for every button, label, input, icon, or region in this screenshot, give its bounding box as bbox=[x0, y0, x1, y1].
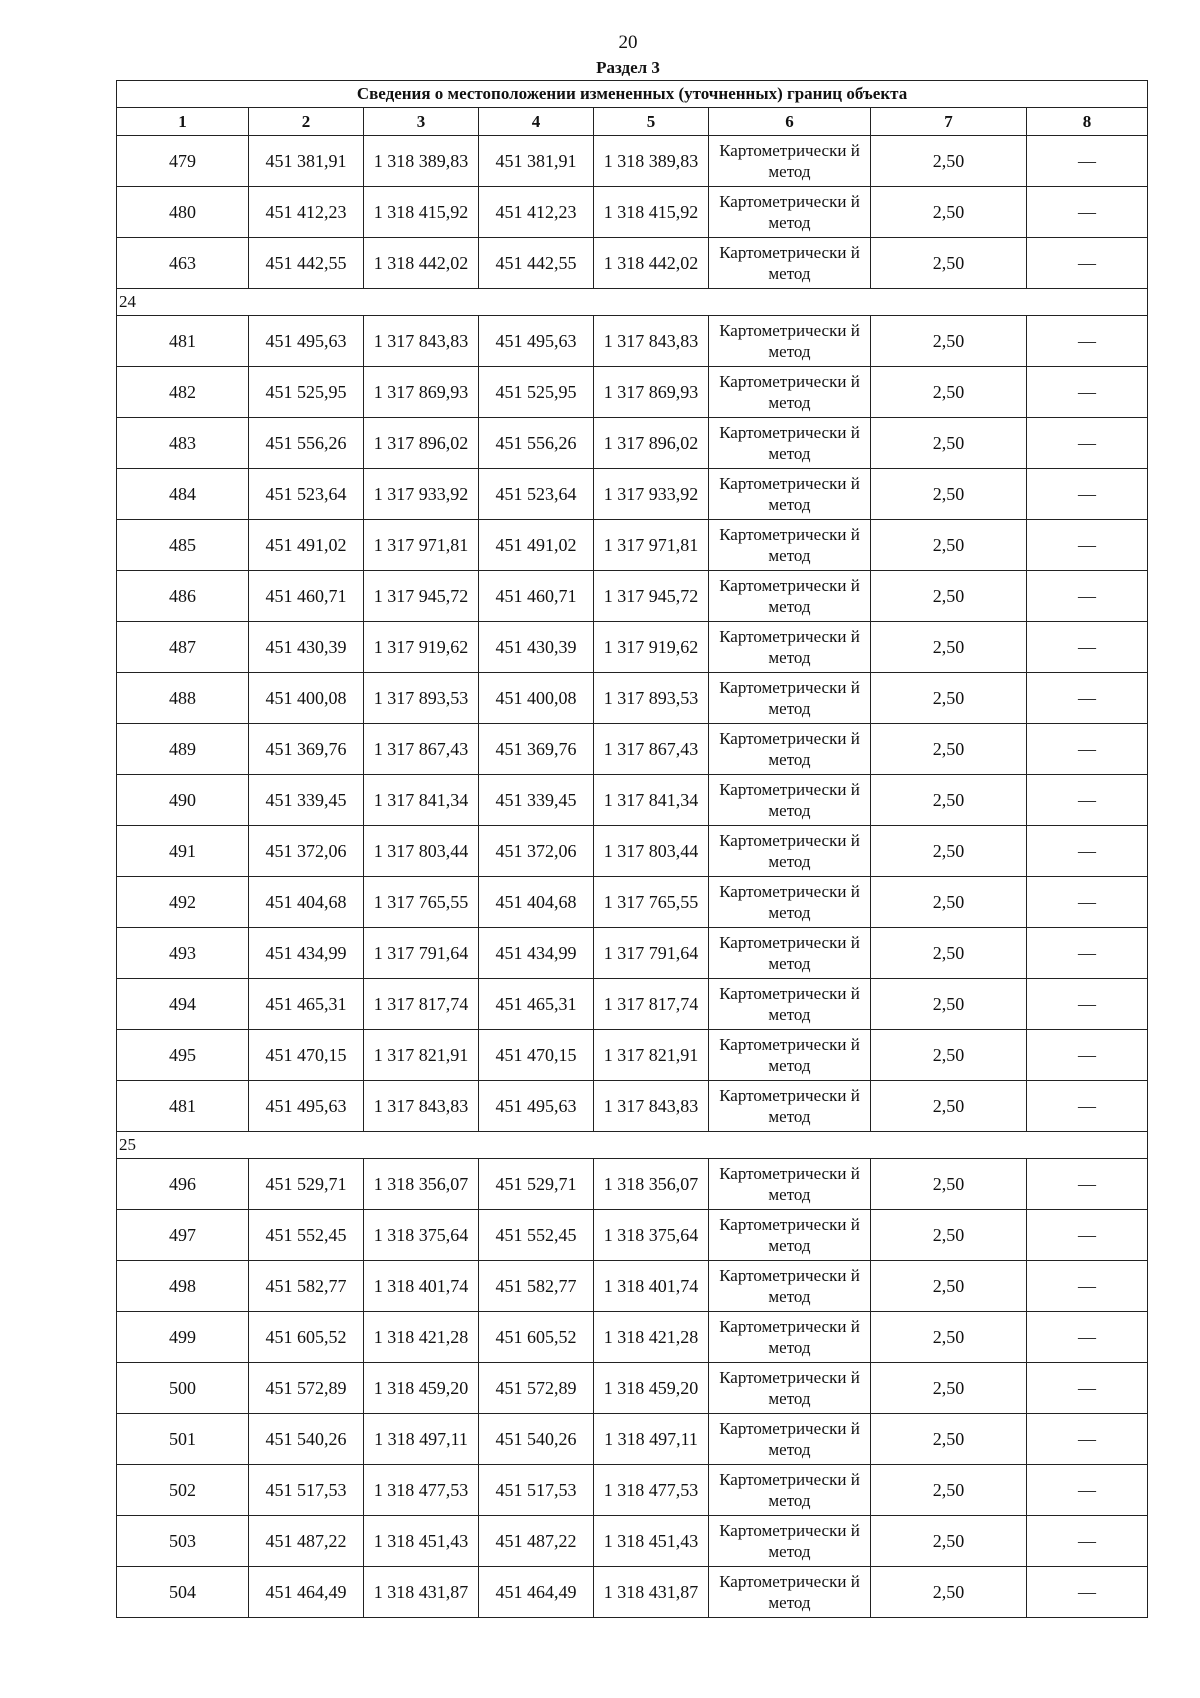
point-number-cell: 503 bbox=[117, 1516, 249, 1567]
y-new-cell: 1 317 945,72 bbox=[594, 571, 709, 622]
x-old-cell: 451 491,02 bbox=[249, 520, 364, 571]
y-old-cell: 1 317 841,34 bbox=[364, 775, 479, 826]
x-old-cell: 451 529,71 bbox=[249, 1159, 364, 1210]
y-new-cell: 1 318 431,87 bbox=[594, 1567, 709, 1618]
method-cell: Картометрически й метод bbox=[709, 520, 871, 571]
x-old-cell: 451 442,55 bbox=[249, 238, 364, 289]
table-row bbox=[117, 1465, 1148, 1516]
x-old-cell: 451 572,89 bbox=[249, 1363, 364, 1414]
point-number-cell: 500 bbox=[117, 1363, 249, 1414]
point-number-cell: 486 bbox=[117, 571, 249, 622]
column-number: 7 bbox=[871, 108, 1027, 136]
x-old-cell: 451 412,23 bbox=[249, 187, 364, 238]
coordinates-table bbox=[116, 80, 1148, 1618]
x-old-cell: 451 460,71 bbox=[249, 571, 364, 622]
method-cell: Картометрически й метод bbox=[709, 136, 871, 187]
x-new-cell: 451 517,53 bbox=[479, 1465, 594, 1516]
column-number: 1 bbox=[117, 108, 249, 136]
point-number-cell: 493 bbox=[117, 928, 249, 979]
accuracy-cell: 2,50 bbox=[871, 877, 1027, 928]
table-row bbox=[117, 979, 1148, 1030]
x-old-cell: 451 430,39 bbox=[249, 622, 364, 673]
column-number: 3 bbox=[364, 108, 479, 136]
table-body bbox=[117, 81, 1148, 1618]
accuracy-cell: 2,50 bbox=[871, 418, 1027, 469]
contour-header-row bbox=[117, 1132, 1148, 1159]
y-new-cell: 1 318 421,28 bbox=[594, 1312, 709, 1363]
x-new-cell: 451 430,39 bbox=[479, 622, 594, 673]
accuracy-cell: 2,50 bbox=[871, 1261, 1027, 1312]
x-old-cell: 451 434,99 bbox=[249, 928, 364, 979]
accuracy-cell: 2,50 bbox=[871, 1465, 1027, 1516]
method-cell: Картометрически й метод bbox=[709, 1567, 871, 1618]
method-cell: Картометрически й метод bbox=[709, 316, 871, 367]
y-old-cell: 1 318 431,87 bbox=[364, 1567, 479, 1618]
x-new-cell: 451 529,71 bbox=[479, 1159, 594, 1210]
method-cell: Картометрически й метод bbox=[709, 1516, 871, 1567]
description-cell: — bbox=[1027, 1159, 1148, 1210]
accuracy-cell: 2,50 bbox=[871, 1516, 1027, 1567]
y-new-cell: 1 318 442,02 bbox=[594, 238, 709, 289]
point-number-cell: 480 bbox=[117, 187, 249, 238]
accuracy-cell: 2,50 bbox=[871, 187, 1027, 238]
description-cell: — bbox=[1027, 1261, 1148, 1312]
x-new-cell: 451 400,08 bbox=[479, 673, 594, 724]
x-old-cell: 451 495,63 bbox=[249, 316, 364, 367]
method-cell: Картометрически й метод bbox=[709, 673, 871, 724]
accuracy-cell: 2,50 bbox=[871, 316, 1027, 367]
method-cell: Картометрически й метод bbox=[709, 877, 871, 928]
method-cell: Картометрически й метод bbox=[709, 1081, 871, 1132]
table-row bbox=[117, 1030, 1148, 1081]
column-number: 4 bbox=[479, 108, 594, 136]
x-old-cell: 451 605,52 bbox=[249, 1312, 364, 1363]
method-cell: Картометрически й метод bbox=[709, 1465, 871, 1516]
table-row bbox=[117, 1516, 1148, 1567]
accuracy-cell: 2,50 bbox=[871, 622, 1027, 673]
x-new-cell: 451 442,55 bbox=[479, 238, 594, 289]
description-cell: — bbox=[1027, 979, 1148, 1030]
point-number-cell: 497 bbox=[117, 1210, 249, 1261]
point-number-cell: 484 bbox=[117, 469, 249, 520]
table-caption-row bbox=[117, 81, 1148, 108]
description-cell: — bbox=[1027, 1081, 1148, 1132]
method-cell: Картометрически й метод bbox=[709, 418, 871, 469]
y-old-cell: 1 318 356,07 bbox=[364, 1159, 479, 1210]
point-number-cell: 481 bbox=[117, 1081, 249, 1132]
y-old-cell: 1 317 893,53 bbox=[364, 673, 479, 724]
x-new-cell: 451 572,89 bbox=[479, 1363, 594, 1414]
description-cell: — bbox=[1027, 928, 1148, 979]
y-old-cell: 1 318 389,83 bbox=[364, 136, 479, 187]
table-row bbox=[117, 877, 1148, 928]
y-old-cell: 1 317 919,62 bbox=[364, 622, 479, 673]
method-cell: Картометрически й метод bbox=[709, 187, 871, 238]
accuracy-cell: 2,50 bbox=[871, 1210, 1027, 1261]
y-new-cell: 1 318 497,11 bbox=[594, 1414, 709, 1465]
method-cell: Картометрически й метод bbox=[709, 1312, 871, 1363]
description-cell: — bbox=[1027, 1030, 1148, 1081]
y-new-cell: 1 317 843,83 bbox=[594, 316, 709, 367]
x-new-cell: 451 540,26 bbox=[479, 1414, 594, 1465]
table-row bbox=[117, 1363, 1148, 1414]
page-number: 20 bbox=[618, 32, 638, 53]
contour-number: 25 bbox=[117, 1132, 1148, 1159]
x-new-cell: 451 372,06 bbox=[479, 826, 594, 877]
table-row bbox=[117, 928, 1148, 979]
description-cell: — bbox=[1027, 187, 1148, 238]
accuracy-cell: 2,50 bbox=[871, 775, 1027, 826]
point-number-cell: 482 bbox=[117, 367, 249, 418]
y-old-cell: 1 317 843,83 bbox=[364, 1081, 479, 1132]
accuracy-cell: 2,50 bbox=[871, 1312, 1027, 1363]
accuracy-cell: 2,50 bbox=[871, 1363, 1027, 1414]
table-row bbox=[117, 136, 1148, 187]
contour-header-row bbox=[117, 289, 1148, 316]
y-old-cell: 1 317 896,02 bbox=[364, 418, 479, 469]
point-number-cell: 489 bbox=[117, 724, 249, 775]
description-cell: — bbox=[1027, 571, 1148, 622]
x-old-cell: 451 517,53 bbox=[249, 1465, 364, 1516]
point-number-cell: 496 bbox=[117, 1159, 249, 1210]
x-old-cell: 451 540,26 bbox=[249, 1414, 364, 1465]
accuracy-cell: 2,50 bbox=[871, 1159, 1027, 1210]
point-number-cell: 491 bbox=[117, 826, 249, 877]
table-row bbox=[117, 1261, 1148, 1312]
accuracy-cell: 2,50 bbox=[871, 136, 1027, 187]
method-cell: Картометрически й метод bbox=[709, 1210, 871, 1261]
x-old-cell: 451 465,31 bbox=[249, 979, 364, 1030]
y-new-cell: 1 317 841,34 bbox=[594, 775, 709, 826]
table-row bbox=[117, 1159, 1148, 1210]
table-row bbox=[117, 826, 1148, 877]
method-cell: Картометрически й метод bbox=[709, 469, 871, 520]
method-cell: Картометрически й метод bbox=[709, 775, 871, 826]
description-cell: — bbox=[1027, 1516, 1148, 1567]
y-old-cell: 1 318 375,64 bbox=[364, 1210, 479, 1261]
x-new-cell: 451 381,91 bbox=[479, 136, 594, 187]
y-new-cell: 1 318 451,43 bbox=[594, 1516, 709, 1567]
method-cell: Картометрически й метод bbox=[709, 571, 871, 622]
y-old-cell: 1 317 971,81 bbox=[364, 520, 479, 571]
point-number-cell: 481 bbox=[117, 316, 249, 367]
y-new-cell: 1 317 867,43 bbox=[594, 724, 709, 775]
x-new-cell: 451 464,49 bbox=[479, 1567, 594, 1618]
y-new-cell: 1 317 869,93 bbox=[594, 367, 709, 418]
x-new-cell: 451 523,64 bbox=[479, 469, 594, 520]
x-old-cell: 451 464,49 bbox=[249, 1567, 364, 1618]
method-cell: Картометрически й метод bbox=[709, 928, 871, 979]
y-old-cell: 1 317 933,92 bbox=[364, 469, 479, 520]
point-number-cell: 498 bbox=[117, 1261, 249, 1312]
point-number-cell: 495 bbox=[117, 1030, 249, 1081]
y-new-cell: 1 317 821,91 bbox=[594, 1030, 709, 1081]
table-row bbox=[117, 367, 1148, 418]
table-row bbox=[117, 622, 1148, 673]
accuracy-cell: 2,50 bbox=[871, 826, 1027, 877]
y-new-cell: 1 317 919,62 bbox=[594, 622, 709, 673]
method-cell: Картометрически й метод bbox=[709, 1414, 871, 1465]
description-cell: — bbox=[1027, 1414, 1148, 1465]
y-new-cell: 1 317 933,92 bbox=[594, 469, 709, 520]
x-new-cell: 451 552,45 bbox=[479, 1210, 594, 1261]
point-number-cell: 490 bbox=[117, 775, 249, 826]
table-row bbox=[117, 775, 1148, 826]
y-new-cell: 1 317 765,55 bbox=[594, 877, 709, 928]
accuracy-cell: 2,50 bbox=[871, 571, 1027, 622]
description-cell: — bbox=[1027, 136, 1148, 187]
method-cell: Картометрически й метод bbox=[709, 1363, 871, 1414]
point-number-cell: 479 bbox=[117, 136, 249, 187]
y-new-cell: 1 318 401,74 bbox=[594, 1261, 709, 1312]
description-cell: — bbox=[1027, 724, 1148, 775]
x-old-cell: 451 525,95 bbox=[249, 367, 364, 418]
description-cell: — bbox=[1027, 367, 1148, 418]
table-row bbox=[117, 1414, 1148, 1465]
accuracy-cell: 2,50 bbox=[871, 238, 1027, 289]
accuracy-cell: 2,50 bbox=[871, 469, 1027, 520]
description-cell: — bbox=[1027, 775, 1148, 826]
table-row bbox=[117, 469, 1148, 520]
table-row bbox=[117, 673, 1148, 724]
x-old-cell: 451 381,91 bbox=[249, 136, 364, 187]
y-old-cell: 1 318 477,53 bbox=[364, 1465, 479, 1516]
point-number-cell: 494 bbox=[117, 979, 249, 1030]
accuracy-cell: 2,50 bbox=[871, 928, 1027, 979]
description-cell: — bbox=[1027, 1312, 1148, 1363]
y-new-cell: 1 317 843,83 bbox=[594, 1081, 709, 1132]
y-old-cell: 1 318 415,92 bbox=[364, 187, 479, 238]
y-old-cell: 1 318 497,11 bbox=[364, 1414, 479, 1465]
column-number: 8 bbox=[1027, 108, 1148, 136]
table-row bbox=[117, 1210, 1148, 1261]
contour-number: 24 bbox=[117, 289, 1148, 316]
description-cell: — bbox=[1027, 673, 1148, 724]
y-new-cell: 1 318 356,07 bbox=[594, 1159, 709, 1210]
method-cell: Картометрически й метод bbox=[709, 979, 871, 1030]
y-old-cell: 1 317 791,64 bbox=[364, 928, 479, 979]
x-new-cell: 451 525,95 bbox=[479, 367, 594, 418]
accuracy-cell: 2,50 bbox=[871, 673, 1027, 724]
column-number: 2 bbox=[249, 108, 364, 136]
point-number-cell: 488 bbox=[117, 673, 249, 724]
x-new-cell: 451 491,02 bbox=[479, 520, 594, 571]
x-new-cell: 451 605,52 bbox=[479, 1312, 594, 1363]
x-old-cell: 451 369,76 bbox=[249, 724, 364, 775]
description-cell: — bbox=[1027, 877, 1148, 928]
y-old-cell: 1 317 803,44 bbox=[364, 826, 479, 877]
table-row bbox=[117, 724, 1148, 775]
y-old-cell: 1 318 442,02 bbox=[364, 238, 479, 289]
accuracy-cell: 2,50 bbox=[871, 520, 1027, 571]
description-cell: — bbox=[1027, 1363, 1148, 1414]
y-new-cell: 1 317 817,74 bbox=[594, 979, 709, 1030]
description-cell: — bbox=[1027, 316, 1148, 367]
method-cell: Картометрически й метод bbox=[709, 724, 871, 775]
description-cell: — bbox=[1027, 1465, 1148, 1516]
x-old-cell: 451 487,22 bbox=[249, 1516, 364, 1567]
y-new-cell: 1 318 477,53 bbox=[594, 1465, 709, 1516]
x-new-cell: 451 460,71 bbox=[479, 571, 594, 622]
x-new-cell: 451 404,68 bbox=[479, 877, 594, 928]
method-cell: Картометрически й метод bbox=[709, 238, 871, 289]
table-caption: Сведения о местоположении измененных (уточненных) границ объекта bbox=[117, 81, 1148, 108]
point-number-cell: 487 bbox=[117, 622, 249, 673]
section-title: Раздел 3 bbox=[596, 58, 660, 77]
accuracy-cell: 2,50 bbox=[871, 1414, 1027, 1465]
y-old-cell: 1 318 459,20 bbox=[364, 1363, 479, 1414]
y-old-cell: 1 318 451,43 bbox=[364, 1516, 479, 1567]
accuracy-cell: 2,50 bbox=[871, 1567, 1027, 1618]
x-old-cell: 451 556,26 bbox=[249, 418, 364, 469]
point-number-cell: 502 bbox=[117, 1465, 249, 1516]
y-new-cell: 1 317 971,81 bbox=[594, 520, 709, 571]
y-old-cell: 1 317 843,83 bbox=[364, 316, 479, 367]
x-old-cell: 451 339,45 bbox=[249, 775, 364, 826]
method-cell: Картометрически й метод bbox=[709, 367, 871, 418]
x-old-cell: 451 552,45 bbox=[249, 1210, 364, 1261]
table-row bbox=[117, 187, 1148, 238]
table-row bbox=[117, 571, 1148, 622]
point-number-cell: 463 bbox=[117, 238, 249, 289]
y-old-cell: 1 317 867,43 bbox=[364, 724, 479, 775]
table-row bbox=[117, 520, 1148, 571]
point-number-cell: 485 bbox=[117, 520, 249, 571]
x-old-cell: 451 470,15 bbox=[249, 1030, 364, 1081]
x-new-cell: 451 495,63 bbox=[479, 1081, 594, 1132]
x-new-cell: 451 369,76 bbox=[479, 724, 594, 775]
description-cell: — bbox=[1027, 469, 1148, 520]
method-cell: Картометрически й метод bbox=[709, 1030, 871, 1081]
method-cell: Картометрически й метод bbox=[709, 1261, 871, 1312]
method-cell: Картометрически й метод bbox=[709, 826, 871, 877]
point-number-cell: 499 bbox=[117, 1312, 249, 1363]
x-old-cell: 451 372,06 bbox=[249, 826, 364, 877]
y-old-cell: 1 318 421,28 bbox=[364, 1312, 479, 1363]
accuracy-cell: 2,50 bbox=[871, 979, 1027, 1030]
point-number-cell: 504 bbox=[117, 1567, 249, 1618]
description-cell: — bbox=[1027, 826, 1148, 877]
description-cell: — bbox=[1027, 1210, 1148, 1261]
y-new-cell: 1 317 791,64 bbox=[594, 928, 709, 979]
description-cell: — bbox=[1027, 238, 1148, 289]
y-new-cell: 1 318 389,83 bbox=[594, 136, 709, 187]
description-cell: — bbox=[1027, 622, 1148, 673]
y-new-cell: 1 318 375,64 bbox=[594, 1210, 709, 1261]
method-cell: Картометрически й метод bbox=[709, 622, 871, 673]
x-new-cell: 451 487,22 bbox=[479, 1516, 594, 1567]
column-number-row bbox=[117, 108, 1148, 136]
point-number-cell: 501 bbox=[117, 1414, 249, 1465]
description-cell: — bbox=[1027, 520, 1148, 571]
x-old-cell: 451 400,08 bbox=[249, 673, 364, 724]
x-old-cell: 451 495,63 bbox=[249, 1081, 364, 1132]
x-new-cell: 451 339,45 bbox=[479, 775, 594, 826]
column-number: 5 bbox=[594, 108, 709, 136]
accuracy-cell: 2,50 bbox=[871, 724, 1027, 775]
y-old-cell: 1 317 821,91 bbox=[364, 1030, 479, 1081]
table-row bbox=[117, 1081, 1148, 1132]
accuracy-cell: 2,50 bbox=[871, 1030, 1027, 1081]
description-cell: — bbox=[1027, 418, 1148, 469]
column-number: 6 bbox=[709, 108, 871, 136]
x-new-cell: 451 582,77 bbox=[479, 1261, 594, 1312]
x-new-cell: 451 412,23 bbox=[479, 187, 594, 238]
accuracy-cell: 2,50 bbox=[871, 1081, 1027, 1132]
point-number-cell: 483 bbox=[117, 418, 249, 469]
x-new-cell: 451 470,15 bbox=[479, 1030, 594, 1081]
x-new-cell: 451 465,31 bbox=[479, 979, 594, 1030]
y-old-cell: 1 317 765,55 bbox=[364, 877, 479, 928]
x-old-cell: 451 523,64 bbox=[249, 469, 364, 520]
y-old-cell: 1 317 945,72 bbox=[364, 571, 479, 622]
y-old-cell: 1 318 401,74 bbox=[364, 1261, 479, 1312]
y-new-cell: 1 317 896,02 bbox=[594, 418, 709, 469]
y-new-cell: 1 317 893,53 bbox=[594, 673, 709, 724]
y-new-cell: 1 317 803,44 bbox=[594, 826, 709, 877]
table-row bbox=[117, 418, 1148, 469]
x-new-cell: 451 495,63 bbox=[479, 316, 594, 367]
x-old-cell: 451 404,68 bbox=[249, 877, 364, 928]
y-old-cell: 1 317 869,93 bbox=[364, 367, 479, 418]
x-old-cell: 451 582,77 bbox=[249, 1261, 364, 1312]
method-cell: Картометрически й метод bbox=[709, 1159, 871, 1210]
y-new-cell: 1 318 415,92 bbox=[594, 187, 709, 238]
y-old-cell: 1 317 817,74 bbox=[364, 979, 479, 1030]
description-cell: — bbox=[1027, 1567, 1148, 1618]
table-row bbox=[117, 1312, 1148, 1363]
y-new-cell: 1 318 459,20 bbox=[594, 1363, 709, 1414]
x-new-cell: 451 434,99 bbox=[479, 928, 594, 979]
table-row bbox=[117, 316, 1148, 367]
table-row bbox=[117, 1567, 1148, 1618]
point-number-cell: 492 bbox=[117, 877, 249, 928]
table-row bbox=[117, 238, 1148, 289]
accuracy-cell: 2,50 bbox=[871, 367, 1027, 418]
x-new-cell: 451 556,26 bbox=[479, 418, 594, 469]
